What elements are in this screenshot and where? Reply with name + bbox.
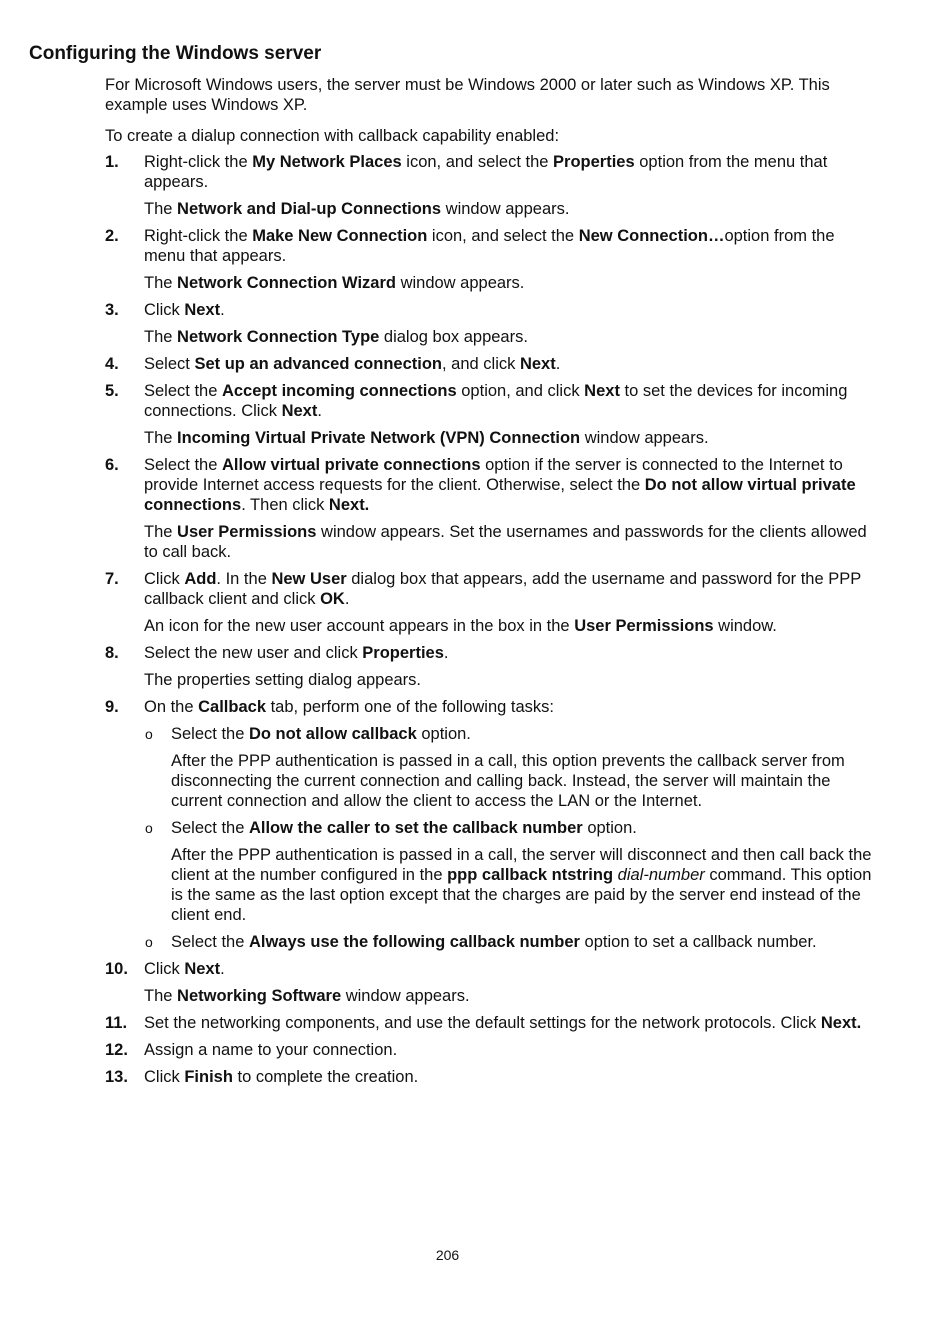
note-text: window.: [713, 617, 777, 635]
step-7-result: [105, 616, 875, 636]
bullet-marker: o: [145, 820, 153, 836]
step-text: Select the new user and click: [144, 644, 363, 662]
ui-term: Do not allow virtual private connections: [144, 476, 856, 514]
option-text: option to set a callback number.: [579, 933, 817, 951]
step-1-result: [105, 199, 875, 219]
note-text: The: [144, 274, 178, 292]
section-heading: Configuring the Windows server: [29, 43, 322, 64]
intro-paragraph: For Microsoft Windows users, the server must be Windows 2000 or later such as Windows XP. This example uses Windows XP.: [105, 76, 830, 114]
step-text: .: [317, 402, 322, 420]
step-11: [105, 1013, 875, 1033]
ui-term: Next: [184, 301, 221, 319]
ui-term: Finish: [184, 1068, 233, 1086]
option-text: Select the: [171, 725, 249, 743]
ui-term: My Network Places: [252, 153, 402, 171]
step-text: .: [443, 644, 449, 662]
step-9: [105, 697, 875, 717]
step-7: [105, 569, 875, 609]
ui-term: New User: [271, 570, 347, 588]
note-text: The: [144, 523, 178, 541]
ui-term: Add: [184, 570, 217, 588]
note-text: An icon for the new user account appears in the box in the: [144, 617, 575, 635]
note-text: dialog box appears.: [379, 328, 528, 346]
note-text: The: [144, 429, 178, 447]
step-1: [105, 152, 875, 192]
ui-term: Next.: [328, 496, 370, 514]
option-text: option.: [582, 819, 637, 837]
ui-term: Network Connection Type: [177, 328, 380, 346]
ui-term: User Permissions: [177, 523, 317, 541]
step-number: 8.: [105, 644, 119, 662]
ui-term: Next: [281, 402, 318, 420]
ui-term: Accept incoming connections: [221, 382, 457, 400]
step-number: 4.: [105, 355, 119, 373]
note-text: The: [144, 987, 178, 1005]
step-number: 11.: [105, 1014, 128, 1032]
ui-term: Do not allow callback: [248, 725, 417, 743]
ui-term: OK: [320, 590, 345, 608]
callback-option-3: [105, 932, 875, 952]
step-text: Right-click the: [144, 227, 253, 245]
step-text: dialog box that appears, add the username and password for the PPP callback client and click: [144, 570, 861, 608]
ui-term: Next.: [820, 1014, 862, 1032]
step-3: [105, 300, 875, 320]
step-text: Select the: [144, 456, 222, 474]
step-text: Click: [144, 1068, 185, 1086]
note-text: window appears. Set the usernames and passwords for the clients allowed to call back.: [144, 523, 867, 561]
step-text: Click: [144, 301, 185, 319]
note-text: The: [144, 200, 178, 218]
step-text: , and click: [442, 355, 520, 373]
step-text: icon, and select the: [427, 227, 579, 245]
ui-term: Networking Software: [177, 987, 342, 1005]
step-6: [105, 455, 875, 515]
step-text: option, and click: [456, 382, 585, 400]
note-text: The: [144, 328, 178, 346]
step-number: 6.: [105, 456, 119, 474]
note-text: window appears.: [395, 274, 525, 292]
step-text: option if the server is connected to the Internet to provide Internet access requests for the client. Otherwise, select the: [144, 456, 843, 494]
step-text: .: [344, 590, 350, 608]
note-text: window appears.: [341, 987, 470, 1005]
step-text: Select: [144, 355, 195, 373]
ui-term: Properties: [553, 153, 635, 171]
ui-term: Allow virtual private connections: [221, 456, 481, 474]
step-number: 10.: [105, 960, 128, 978]
step-12: [105, 1040, 875, 1060]
ui-term: Properties: [362, 644, 444, 662]
step-text: Right-click the: [144, 153, 253, 171]
step-4: [105, 354, 875, 374]
ui-term: Network Connection Wizard: [177, 274, 396, 292]
step-text: option from the menu that appears.: [144, 153, 828, 191]
step-number: 5.: [105, 382, 119, 400]
ui-term: Always use the following callback number: [248, 933, 580, 951]
ui-term: Set up an advanced connection: [194, 355, 443, 373]
step-6-result: [105, 522, 875, 562]
step-text: Assign a name to your connection.: [144, 1041, 398, 1059]
step-text: Select the: [144, 382, 222, 400]
step-text: Set the networking components, and use the default settings for the network protocols. Click: [144, 1014, 821, 1032]
option-text: Select the: [171, 819, 249, 837]
step-5-result: [105, 428, 875, 448]
step-8-result: The properties setting dialog appears.: [144, 671, 422, 689]
ui-term: New Connection…: [578, 227, 725, 245]
step-13: [105, 1067, 875, 1087]
step-3-result: [105, 327, 875, 347]
callback-option-2-description: [105, 845, 875, 925]
step-number: 7.: [105, 570, 119, 588]
step-text: to complete the creation.: [232, 1068, 419, 1086]
step-text: Click: [144, 570, 185, 588]
step-text: .: [220, 960, 225, 978]
command-name: ppp callback ntstring: [447, 866, 614, 884]
option-text: Select the: [171, 933, 249, 951]
note-text: window appears.: [441, 200, 570, 218]
step-text: to set the devices for incoming connections. Click: [144, 382, 848, 420]
step-number: 13.: [105, 1068, 128, 1086]
step-number: 3.: [105, 301, 119, 319]
step-text: . Then click: [241, 496, 329, 514]
note-text: command. This option is the same as the last option except that the charges are paid by the server end instead of the client end.: [171, 866, 872, 924]
ui-term: User Permissions: [574, 617, 714, 635]
step-text: Click: [144, 960, 185, 978]
note-text: window appears.: [580, 429, 709, 447]
ui-term: Next: [519, 355, 556, 373]
step-text: tab, perform one of the following tasks:: [266, 698, 554, 716]
callback-option-2: [105, 818, 875, 838]
callback-option-1-description: After the PPP authentication is passed in a call, this option prevents the callback server from disconnecting the current connection and calling back. Instead, the server will maintain the current connection and allow the client to access the LAN or the Internet.: [171, 752, 845, 810]
ui-term: Allow the caller to set the callback number: [248, 819, 583, 837]
step-5: [105, 381, 875, 421]
intro-lead-in: To create a dialup connection with callback capability enabled:: [105, 127, 560, 145]
ui-term: Next: [184, 960, 221, 978]
step-number: 1.: [105, 153, 119, 171]
note-text: After the PPP authentication is passed in a call, the server will disconnect and then call back the client at the number configured in the: [171, 846, 872, 884]
step-2: [105, 226, 875, 266]
step-10-result: [105, 986, 875, 1006]
command-argument: dial-number: [617, 866, 705, 884]
step-text: icon, and select the: [401, 153, 554, 171]
section-body: [105, 75, 875, 1094]
step-number: 2.: [105, 227, 119, 245]
callback-option-1: [105, 724, 875, 744]
ui-term: Incoming Virtual Private Network (VPN) Connection: [177, 429, 581, 447]
page-number: 206: [435, 1247, 460, 1263]
step-8: [105, 643, 875, 663]
ui-term: Make New Connection: [252, 227, 428, 245]
ui-term: Callback: [198, 698, 266, 716]
step-10: [105, 959, 875, 979]
step-number: 12.: [105, 1041, 128, 1059]
step-text: option from the menu that appears.: [144, 227, 835, 265]
bullet-marker: o: [145, 726, 153, 742]
step-text: .: [220, 301, 225, 319]
bullet-marker: o: [145, 934, 153, 950]
step-text: On the: [144, 698, 199, 716]
step-text: . In the: [216, 570, 272, 588]
ui-term: Next: [584, 382, 620, 400]
step-number: 9.: [105, 698, 119, 716]
step-text: .: [555, 355, 561, 373]
ui-term: Network and Dial-up Connections: [177, 200, 442, 218]
step-2-result: [105, 273, 875, 293]
option-text: option.: [416, 725, 471, 743]
